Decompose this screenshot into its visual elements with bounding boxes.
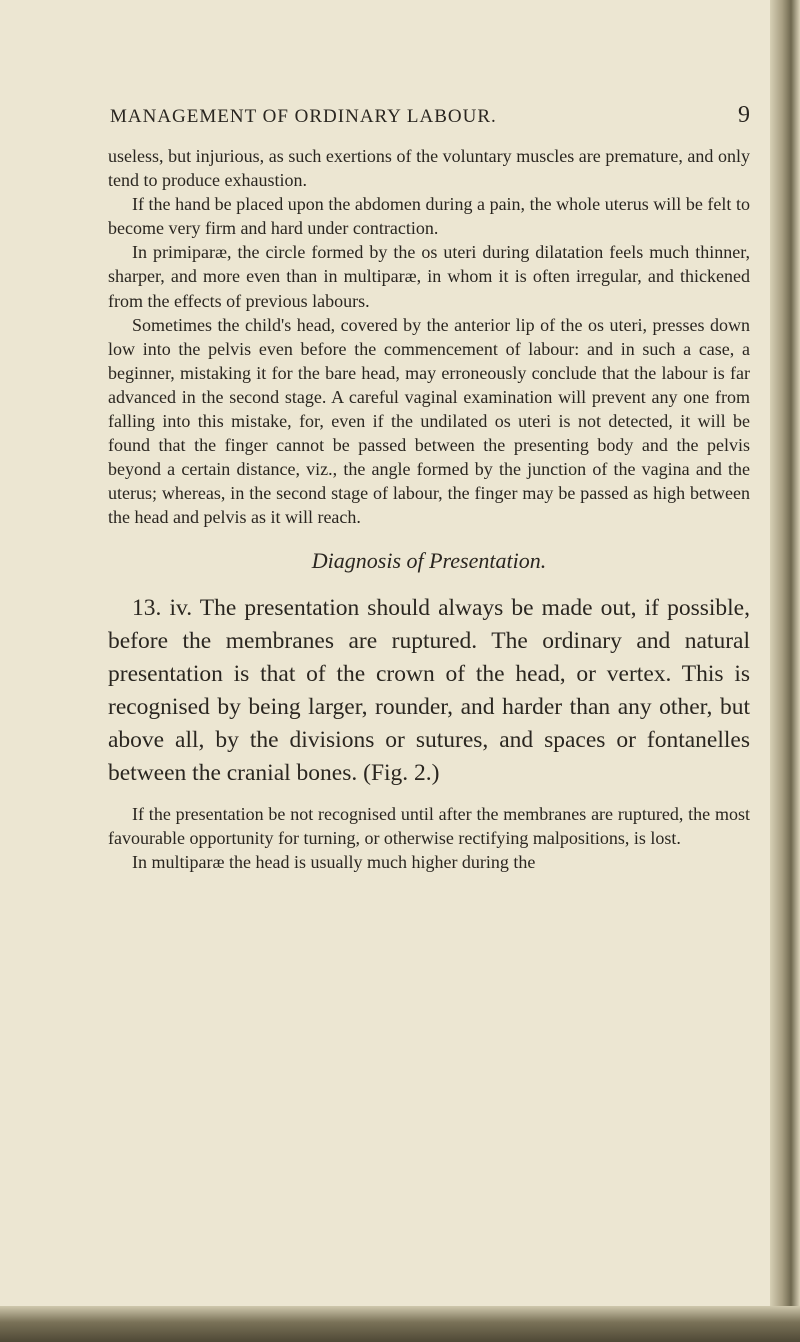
- book-binding-edge: [770, 0, 800, 1342]
- paragraph-hand-on-abdomen: If the hand be placed upon the abdomen during a pain, the whole uterus will be felt to become very firm and hard under contraction.: [108, 194, 750, 239]
- paragraph-multiparae: In multiparæ the head is usually much higher during the: [132, 851, 536, 872]
- running-head: MANAGEMENT OF ORDINARY LABOUR.: [110, 106, 497, 127]
- paragraph-primiparae: In primiparæ, the circle formed by the os uteri during dilatation feels much thinner, sharper, and more even than in multiparæ, in whom it is often irregular, and thickened from the effects of previous labours.: [108, 242, 750, 311]
- section-heading: Diagnosis of Presentation.: [311, 547, 547, 573]
- paragraph-membranes-ruptured: If the presentation be not recognised until after the membranes are ruptured, the most favourable opportunity for turning, or otherwise rectifying malpositions, is lost.: [108, 803, 750, 848]
- page-number: 9: [738, 102, 750, 128]
- page-header: [110, 102, 750, 136]
- paragraph-childs-head: Sometimes the child's head, covered by the anterior lip of the os uteri, presses down low into the pelvis even before the commencement of labour: and in such a case, a beginner, mistaking it for the bare head, may erroneously conclude that the labour is far advanced in the second stage. A careful vaginal examination will prevent any one from falling into this mistake, for, even if the undilated os uteri is not detected, it will be found that the finger cannot be passed between the presenting body and the pelvis beyond a certain distance, viz., the angle formed by the junction of the vagina and the uterus; whereas, in the second stage of labour, the finger may be passed as high between the head and pelvis as it will reach.: [108, 314, 750, 528]
- page-bottom-edge: [0, 1306, 800, 1342]
- paragraph-presentation: 13. iv. The presentation should always be made out, if possible, before the membranes are ruptured. The ordinary and natural presentation is that of the crown of the head, or vertex. This is recognised by being larger, rounder, and harder than any other, but above all, by the divisions or sutures, and spaces or fontanelles between the cranial bones. (Fig. 2.): [108, 594, 750, 786]
- body-text: [108, 144, 750, 874]
- paragraph-exertions: useless, but injurious, as such exertions of the voluntary muscles are premature, and only tend to produce exhaustion.: [108, 146, 750, 191]
